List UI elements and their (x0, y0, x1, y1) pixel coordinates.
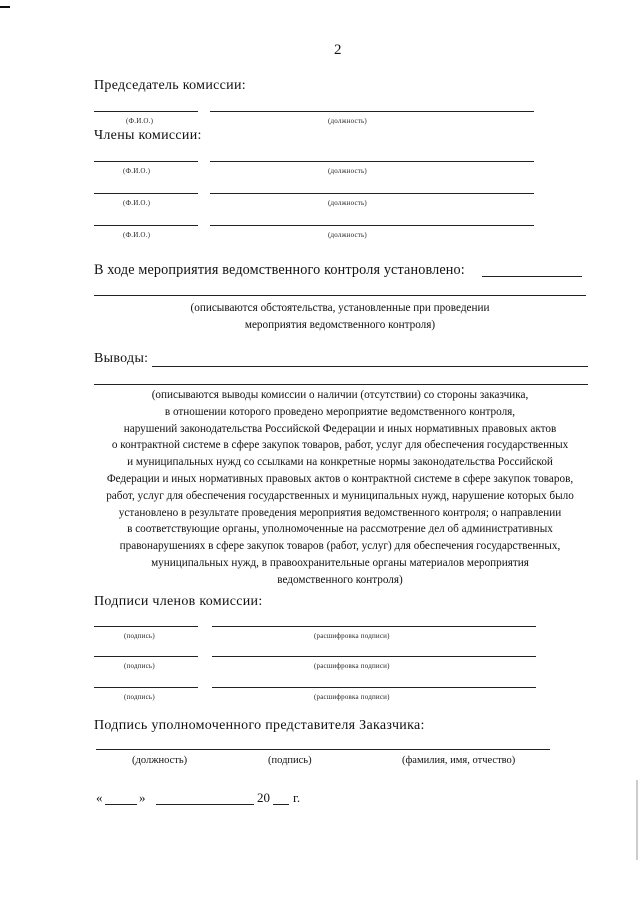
conclusions-note-line: и муниципальных нужд со ссылками на конкретные нормы законодательства Российской (127, 456, 553, 469)
member-sign-line (94, 687, 198, 688)
conclusions-note-line: муниципальных нужд, в правоохранительные органы материалов мероприятия (151, 556, 529, 569)
page-number: 2 (334, 42, 342, 58)
scan-edge-mark (0, 6, 10, 8)
conclusions-inline-line (152, 366, 588, 367)
member-sign-line (94, 626, 198, 627)
chairman-position-caption: (должность) (328, 117, 367, 125)
member-decode-caption: (расшифровка подписи) (314, 662, 390, 670)
member-sign-caption: (подпись) (124, 662, 155, 670)
established-note-line-2: мероприятия ведомственного контроля) (244, 319, 436, 331)
date-close-quote: » (139, 790, 146, 805)
conclusions-note-line: в отношении которого проведено мероприятие ведомственного контроля, (164, 405, 516, 418)
date-year-suffix: г. (293, 790, 301, 805)
established-text-line (94, 295, 586, 296)
member-fio-caption: (Ф.И.О.) (123, 199, 151, 207)
customer-position-caption: (должность) (132, 755, 188, 766)
established-note-line-1: (описываются обстоятельства, установленные при проведении (190, 302, 490, 314)
chairman-label: Председатель комиссии: (94, 78, 246, 93)
customer-signature-label: Подпись уполномоченного представителя Заказчика: (94, 718, 425, 733)
member-fio-line (94, 225, 198, 226)
date-month-line (156, 804, 254, 805)
member-decode-line (212, 687, 536, 688)
conclusions-note-line: Федерации и иных нормативных правовых актов о контрактной системе в сфере закупок товаров, (106, 472, 574, 485)
customer-sign-caption: (подпись) (268, 755, 312, 766)
date-day-line (105, 804, 137, 805)
member-fio-caption: (Ф.И.О.) (123, 231, 151, 239)
member-sign-caption: (подпись) (124, 632, 155, 640)
conclusions-note-line: нарушений законодательства Российской Федерации и иных нормативных правовых актов (123, 422, 557, 435)
conclusions-note-line: (описываются выводы комиссии о наличии (отсутствии) со стороны заказчика, (151, 389, 529, 401)
member-position-line (210, 193, 534, 194)
chairman-fio-line (94, 111, 198, 112)
scan-edge-shadow (636, 780, 638, 860)
conclusions-text-line (94, 384, 588, 385)
member-position-caption: (должность) (328, 167, 367, 175)
chairman-fio-caption: (Ф.И.О.) (126, 117, 154, 125)
member-sign-caption: (подпись) (124, 693, 155, 701)
established-label: В ходе мероприятия ведомственного контроля установлено: (94, 262, 465, 278)
member-fio-line (94, 161, 198, 162)
established-inline-line (482, 276, 582, 277)
member-decode-line (212, 626, 536, 627)
date-open-quote: « (96, 790, 103, 805)
conclusions-note-line: о контрактной системе в сфере закупок товаров, работ, услуг для обеспечения государственных (111, 439, 569, 452)
member-decode-caption: (расшифровка подписи) (314, 693, 390, 701)
date-year-prefix: 20 (257, 790, 270, 805)
member-position-caption: (должность) (328, 231, 367, 239)
members-label: Члены комиссии: (94, 128, 202, 143)
date-year-line (273, 804, 289, 805)
customer-name-caption: (фамилия, имя, отчество) (402, 755, 516, 766)
conclusions-label: Выводы: (94, 351, 149, 366)
member-decode-line (212, 656, 536, 657)
member-signatures-label: Подписи членов комиссии: (94, 594, 263, 609)
conclusions-note-line: работ, услуг для обеспечения государственных и муниципальных нужд, нарушение которых было (106, 489, 574, 502)
member-position-line (210, 161, 534, 162)
member-position-caption: (должность) (328, 199, 367, 207)
conclusions-note-line: правонарушениях в сфере закупок товаров (работ, услуг) для обеспечения государственных, (119, 540, 561, 553)
conclusions-note-line: в соответствующие органы, уполномоченные на рассмотрение дел об административных (127, 523, 553, 536)
member-position-line (210, 225, 534, 226)
member-fio-caption: (Ф.И.О.) (123, 167, 151, 175)
member-decode-caption: (расшифровка подписи) (314, 632, 390, 640)
member-sign-line (94, 656, 198, 657)
conclusions-note-line: ведомственного контроля) (277, 573, 403, 586)
chairman-position-line (210, 111, 534, 112)
conclusions-note-line: установлено в результате проведения мероприятия ведомственного контроля; о направлении (118, 506, 562, 519)
conclusions-note (86, 387, 594, 589)
customer-signature-line (96, 749, 550, 750)
member-fio-line (94, 193, 198, 194)
